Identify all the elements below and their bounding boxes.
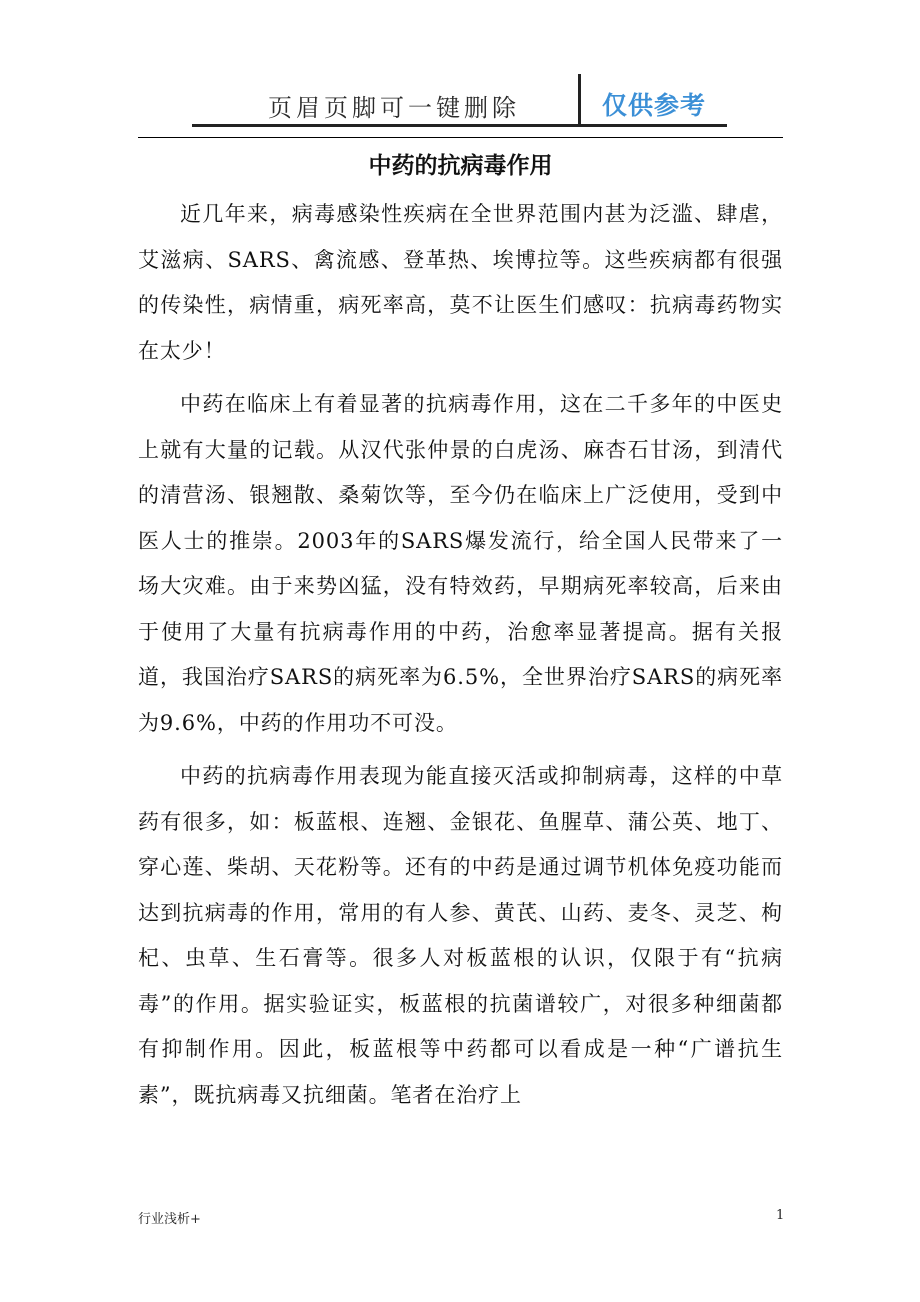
header-banner <box>190 70 730 132</box>
header-banner-underline <box>192 124 727 127</box>
paragraph-2: 中药在临床上有着显著的抗病毒作用，这在二千多年的中医史上就有大量的记载。从汉代张仲景的白虎汤、麻杏石甘汤，到清代的清营汤、银翘散、桑菊饮等，至今仍在临床上广泛使用，受到中医人士的推崇。2003年的SARS爆发流行，给全国人民带来了一场大灾难。由于来势凶猛，没有特效药，早期病死率较高，后来由于使用了大量有抗病毒作用的中药，治愈率显著提高。据有关报道，我国治疗SARS的病死率为6.5%，全世界治疗SARS的病死率为9.6%，中药的作用功不可没。 <box>138 392 783 735</box>
paragraph-3: 中药的抗病毒作用表现为能直接灭活或抑制病毒，这样的中草药有很多，如：板蓝根、连翘、金银花、鱼腥草、蒲公英、地丁、穿心莲、柴胡、天花粉等。还有的中药是通过调节机体免疫功能而达到抗病毒的作用，常用的有人参、黄芪、山药、麦冬、灵芝、枸杞、虫草、生石膏等。很多人对板蓝根的认识，仅限于有“抗病毒”的作用。据实验证实，板蓝根的抗菌谱较广，对很多种细菌都有抑制作用。因此，板蓝根等中药都可以看成是一种“广谱抗生素”，既抗病毒又抗细菌。笔者在治疗上 <box>138 764 783 1107</box>
document-body <box>138 192 783 1126</box>
footer-left-text: 行业浅析+ <box>138 1212 201 1227</box>
header-left-text: 页眉页脚可一键删除 <box>268 94 520 122</box>
header-divider <box>578 74 581 124</box>
header-right-text: 仅供参考 <box>602 91 707 120</box>
paragraph-1: 近几年来，病毒感染性疾病在全世界范围内甚为泛滥、肆虐，艾滋病、SARS、禽流感、登革热、埃博拉等。这些疾病都有很强的传染性，病情重，病死率高，莫不让医生们感叹：抗病毒药物实在太少！ <box>138 202 783 363</box>
page-number: 1 <box>776 1208 785 1223</box>
document-title: 中药的抗病毒作用 <box>368 153 553 179</box>
header-rule <box>138 137 783 138</box>
